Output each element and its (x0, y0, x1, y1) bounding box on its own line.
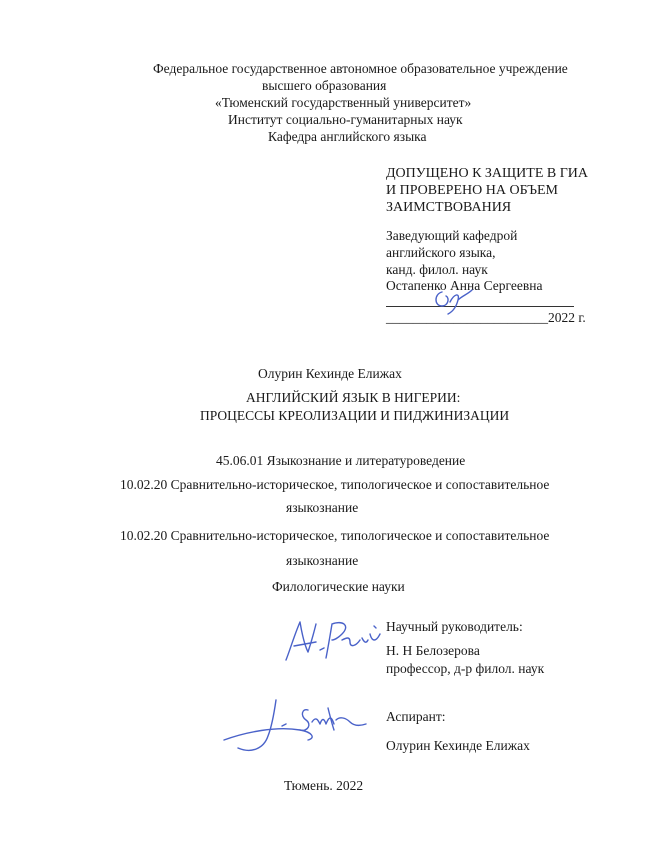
header-line-3: «Тюменский государственный университет» (215, 95, 472, 110)
code-3a: 10.02.20 Сравнительно-историческое, типологическое и сопоставительное (120, 528, 550, 543)
approval-line-3: ЗАИМСТВОВАНИЯ (386, 200, 512, 215)
supervisor-label: Научный руководитель: (386, 619, 523, 634)
supervisor-signature (280, 612, 390, 670)
approval-line-2: И ПРОВЕРЕНО НА ОБЪЕМ (386, 183, 558, 198)
approval-name: Остапенко Анна Сергеевна (386, 278, 543, 293)
title-line-2: ПРОЦЕССЫ КРЕОЛИЗАЦИИ И ПИДЖИНИЗАЦИИ (200, 408, 510, 423)
header-line-2: высшего образования (262, 78, 387, 93)
approval-role-2: английского языка, (386, 245, 496, 260)
approval-year: 2022 г. (548, 310, 586, 325)
header-line-5: Кафедра английского языка (268, 129, 427, 144)
approval-role-1: Заведующий кафедрой (386, 228, 518, 243)
approval-line-1: ДОПУЩЕНО К ЗАЩИТЕ В ГИА (386, 166, 589, 181)
author-name: Олурин Кехинде Елижах (258, 366, 402, 381)
code-2a: 10.02.20 Сравнительно-историческое, типологическое и сопоставительное (120, 477, 550, 492)
code-2b: языкознание (286, 500, 359, 515)
signature-line (386, 306, 574, 307)
date-underscores: ________________________ (386, 310, 548, 325)
title-line-1: АНГЛИЙСКИЙ ЯЗЫК В НИГЕРИИ: (246, 390, 461, 405)
student-name: Олурин Кехинде Елижах (386, 738, 530, 753)
code-4: Филологические науки (272, 579, 405, 594)
city-year: Тюмень. 2022 (284, 778, 364, 793)
approval-degree: канд. филол. наук (386, 262, 488, 277)
code-1: 45.06.01 Языкознание и литературоведение (216, 453, 466, 468)
supervisor-name: Н. Н Белозерова (386, 643, 480, 658)
code-3b: языкознание (286, 553, 359, 568)
student-label: Аспирант: (386, 709, 446, 724)
supervisor-position: профессор, д-р филол. наук (386, 661, 545, 676)
student-signature (216, 696, 376, 760)
header-line-4: Институт социально-гуманитарных наук (228, 112, 463, 127)
header-line-1: Федеральное государственное автономное образовательное учреждение (153, 61, 568, 76)
approval-date (386, 310, 586, 326)
